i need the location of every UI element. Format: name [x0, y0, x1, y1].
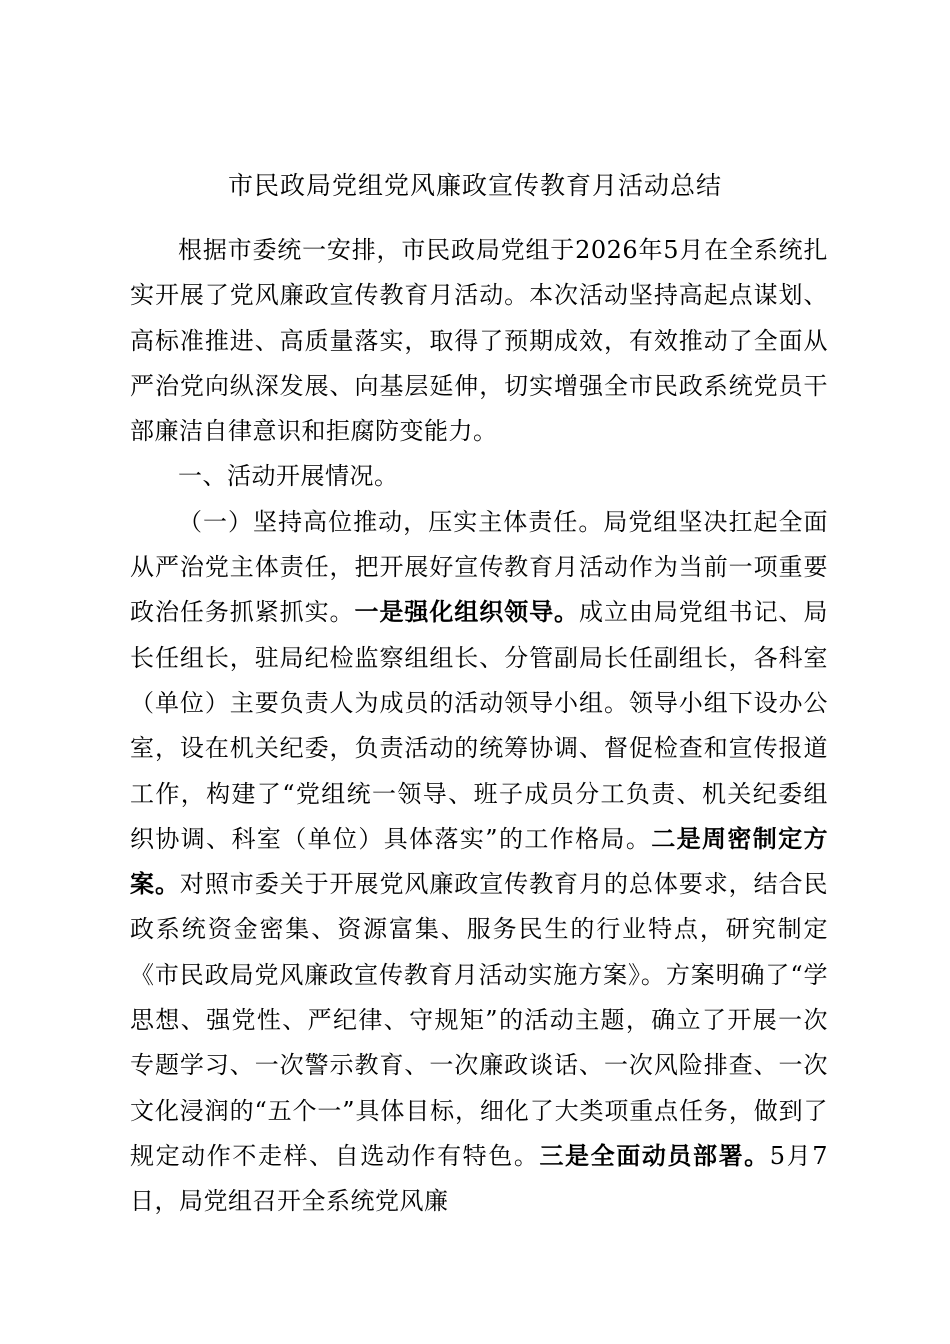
subsection-text-3: 对照市委关于开展党风廉政宣传教育月的总体要求，结合民政系统资金密集、资源富集、服务民生的行业特点，研究制定《市民政局党风廉政宣传教育月活动实施方案》。方案明确了“学思想、强党性、严纪律、守规矩”的活动主题，确立了开展一次专题学习、一次警示教育、一次廉政谈话、一次风险排查、一次文化浸润的“五个一”具体目标，细化了大类项重点任务，做到了规定动作不走样、自选动作有特色。 — [130, 870, 828, 1170]
bold-point-1: 一是强化组织领导。 — [354, 598, 579, 627]
subsection-text-4: 5月7日，局党组召开全系统党风廉 — [130, 1141, 829, 1216]
intro-paragraph: 根据市委统一安排，市民政局党组于2026年5月在全系统扎实开展了党风廉政宣传教育月活动。本次活动坚持高起点谋划、高标准推进、高质量落实，取得了预期成效，有效推动了全面从严治党向纵深发展、向基层延伸，切实增强全市民政系统党员干部廉洁自律意识和拒腐防变能力。 — [130, 236, 828, 446]
bold-point-3: 三是全面动员部署。 — [539, 1141, 770, 1170]
bold-point-2: 二是周密制定方案。 — [130, 824, 828, 899]
document-body — [130, 228, 828, 1225]
subsection-text-1: （一）坚持高位推动，压实主体责任。局党组坚决扛起全面从严治党主体责任，把开展好宣传教育月活动作为当前一项重要政治任务抓紧抓实。 — [130, 507, 828, 627]
subsection-paragraph — [130, 500, 828, 1225]
document-title: 市民政局党组党风廉政宣传教育月活动总结 — [227, 171, 722, 200]
subsection-text-2: 成立由局党组书记、局长任组长，驻局纪检监察组组长、分管副局长任副组长，各科室（单位）主要负责人为成员的活动领导小组。领导小组下设办公室，设在机关纪委，负责活动的统筹协调、督促检查和宣传报道工作，构建了“党组统一领导、班子成员分工负责、机关纪委组织协调、科室（单位）具体落实”的工作格局。 — [130, 598, 828, 853]
section-heading: 一、活动开展情况。 — [178, 462, 399, 491]
